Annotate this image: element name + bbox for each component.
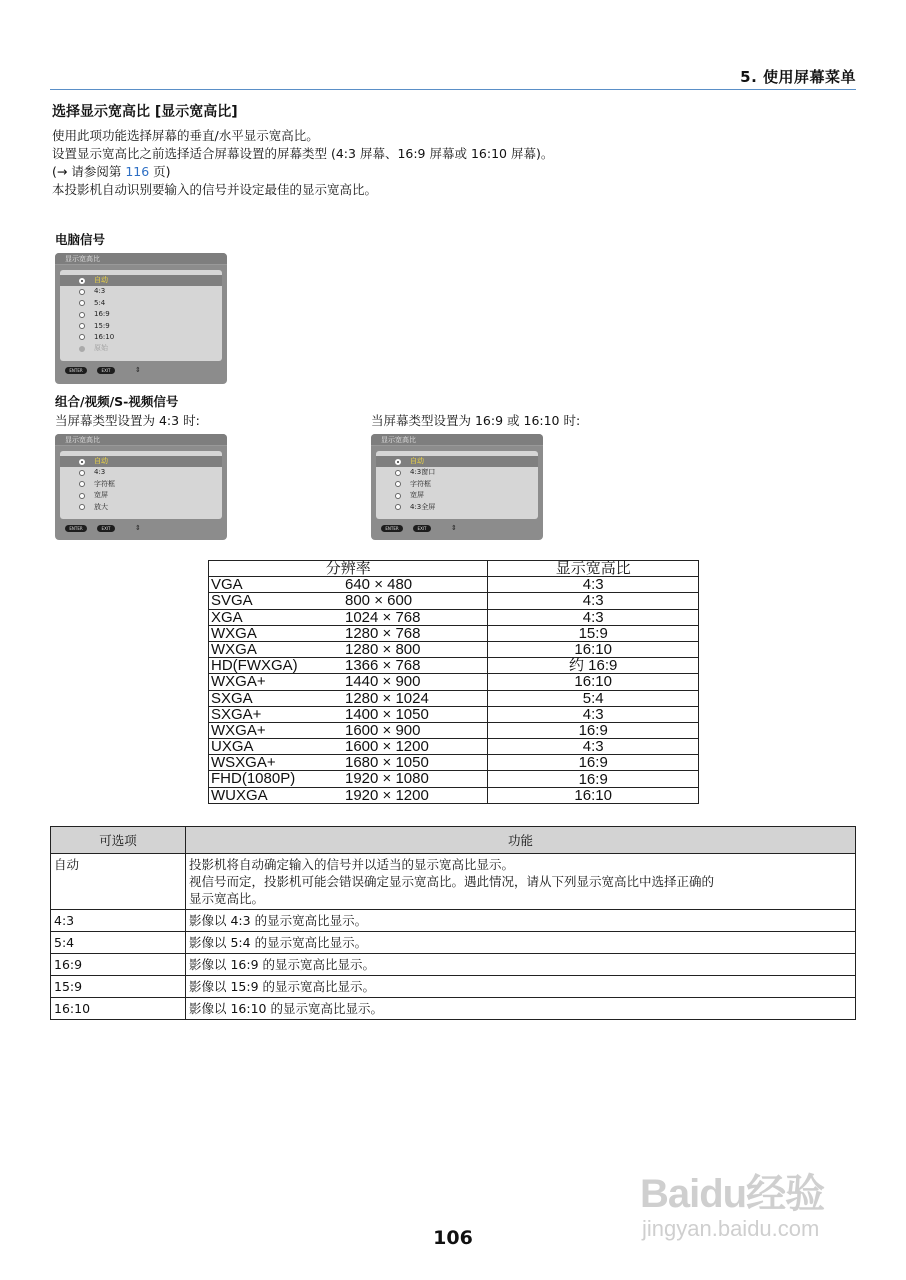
- table-header-row: [209, 561, 699, 577]
- table-row: [51, 932, 856, 954]
- table-row: [209, 593, 699, 609]
- function-line: 投影机将自动确定输入的信号并以适当的显示宽高比显示。: [189, 857, 515, 872]
- intro-line-3: [52, 163, 553, 181]
- table-row: [209, 609, 699, 625]
- intro-line-4: 本投影机自动识别要输入的信号并设定最佳的显示宽高比。: [52, 182, 378, 197]
- ref-suffix: 页): [149, 164, 171, 179]
- aspect-ratio-cell: 16:10: [488, 641, 699, 657]
- osd-menu-16-9: [371, 434, 543, 540]
- osd-option-letterbox[interactable]: 字符框: [376, 479, 538, 490]
- option-cell: 16:10: [51, 998, 186, 1020]
- aspect-ratio-cell: 15:9: [488, 625, 699, 641]
- osd-options-panel: [376, 451, 538, 519]
- function-line: 影像以 4:3 的显示宽高比显示。: [189, 913, 368, 928]
- signal-name: UXGA: [211, 738, 254, 756]
- table-header-row: [51, 827, 856, 854]
- function-line: 影像以 15:9 的显示宽高比显示。: [189, 979, 376, 994]
- resolution-cell: [209, 625, 488, 641]
- resolution-value: 1600 × 900: [345, 721, 421, 739]
- aspect-ratio-cell: 约 16:9: [488, 658, 699, 674]
- video-signal-label: 组合/视频/S-视频信号: [55, 394, 179, 409]
- table-row: [209, 625, 699, 641]
- enter-button-icon: ENTER: [65, 525, 87, 532]
- table-row: [209, 690, 699, 706]
- table-row: [209, 771, 699, 787]
- table-row: [51, 854, 856, 910]
- option-cell: 4:3: [51, 910, 186, 932]
- resolution-cell: [209, 787, 488, 803]
- caption-16-9-screen: 当屏幕类型设置为 16:9 或 16:10 时:: [371, 413, 581, 428]
- enter-button-icon: ENTER: [381, 525, 403, 532]
- header-option: 可选项: [51, 827, 186, 854]
- function-cell: [186, 854, 856, 910]
- osd-option-zoom[interactable]: 放大: [60, 502, 222, 513]
- enter-button-icon: ENTER: [65, 367, 87, 374]
- signal-name: SXGA: [211, 689, 253, 707]
- exit-button-icon: EXIT: [413, 525, 431, 532]
- radio-icon: [79, 493, 85, 499]
- resolution-value: 1024 × 768: [345, 608, 421, 626]
- signal-name: WXGA: [211, 624, 257, 642]
- watermark-url: jingyan.baidu.com: [642, 1216, 820, 1241]
- ref-prefix: (→ 请参阅第: [52, 164, 126, 179]
- osd-footer: [55, 361, 227, 381]
- exit-button-icon: EXIT: [97, 367, 115, 374]
- radio-icon: [79, 289, 85, 295]
- radio-icon: [79, 312, 85, 318]
- signal-name: XGA: [211, 608, 243, 626]
- radio-icon: [79, 278, 85, 284]
- up-down-arrows-icon: ⇕: [135, 365, 141, 374]
- aspect-ratio-cell: 16:9: [488, 771, 699, 787]
- page-ref-link[interactable]: 116: [125, 164, 150, 179]
- resolution-cell: [209, 755, 488, 771]
- radio-icon: [395, 504, 401, 510]
- radio-icon: [79, 300, 85, 306]
- resolution-cell: [209, 706, 488, 722]
- radio-icon: [79, 459, 85, 465]
- resolution-cell: [209, 577, 488, 593]
- table-row: [209, 755, 699, 771]
- table-row: [209, 706, 699, 722]
- resolution-cell: [209, 593, 488, 609]
- osd-option-auto[interactable]: 自动: [60, 275, 222, 286]
- resolution-cell: [209, 739, 488, 755]
- osd-option-auto[interactable]: 自动: [60, 456, 222, 467]
- baidu-watermark: [640, 1140, 856, 1250]
- option-cell: 15:9: [51, 976, 186, 998]
- chapter-heading: 5. 使用屏幕菜单: [740, 68, 856, 86]
- resolution-table-body: [209, 577, 699, 804]
- osd-option-4-3[interactable]: 4:3: [60, 467, 222, 478]
- table-row: [51, 910, 856, 932]
- radio-icon: [395, 470, 401, 476]
- osd-option-4-3-fill[interactable]: 4:3全屏: [376, 502, 538, 513]
- intro-line-2: 设置显示宽高比之前选择适合屏幕设置的屏幕类型 (4:3 屏幕、16:9 屏幕或 16:10 屏幕)。: [52, 146, 554, 161]
- section-title: 选择显示宽高比 [显示宽高比]: [52, 104, 238, 120]
- osd-option-letterbox[interactable]: 字符框: [60, 479, 222, 490]
- aspect-ratio-cell: 16:10: [488, 674, 699, 690]
- signal-name: FHD(1080P): [211, 770, 296, 788]
- resolution-value: 1366 × 768: [345, 657, 421, 675]
- radio-icon: [395, 493, 401, 499]
- function-cell: [186, 976, 856, 998]
- resolution-cell: [209, 674, 488, 690]
- page-number: 106: [433, 1227, 473, 1249]
- radio-icon: [79, 334, 85, 340]
- exit-button-icon: EXIT: [97, 525, 115, 532]
- intro-line-1: 使用此项功能选择屏幕的垂直/水平显示宽高比。: [52, 128, 319, 143]
- aspect-ratio-cell: 4:3: [488, 609, 699, 625]
- osd-menu-title: 显示宽高比: [55, 253, 227, 265]
- osd-menu-title: 显示宽高比: [371, 434, 543, 446]
- table-row: [209, 577, 699, 593]
- resolution-cell: [209, 690, 488, 706]
- osd-option-15-9[interactable]: 15:9: [60, 321, 222, 332]
- aspect-ratio-cell: 4:3: [488, 706, 699, 722]
- radio-icon: [79, 504, 85, 510]
- resolution-value: 800 × 600: [345, 592, 413, 610]
- signal-name: SXGA+: [211, 705, 262, 723]
- radio-icon: [79, 470, 85, 476]
- aspect-ratio-cell: 4:3: [488, 577, 699, 593]
- function-line: 显示宽高比。: [189, 891, 265, 906]
- osd-option-4-3[interactable]: 4:3: [60, 286, 222, 297]
- table-row: [209, 674, 699, 690]
- header-rule: [50, 89, 856, 90]
- table-row: [51, 976, 856, 998]
- table-row: [209, 787, 699, 803]
- table-row: [51, 954, 856, 976]
- signal-name: WUXGA: [211, 786, 268, 804]
- table-row: [209, 722, 699, 738]
- watermark-logo: Baidu经验: [640, 1172, 825, 1216]
- osd-footer: [55, 519, 227, 539]
- function-line: 影像以 16:9 的显示宽高比显示。: [189, 957, 376, 972]
- resolution-table: [208, 560, 699, 804]
- resolution-cell: [209, 771, 488, 787]
- resolution-value: 1280 × 1024: [345, 689, 429, 707]
- radio-icon: [395, 459, 401, 465]
- osd-option-wide[interactable]: 宽屏: [376, 490, 538, 501]
- resolution-value: 640 × 480: [345, 576, 413, 594]
- function-line: 视信号而定，投影机可能会错误确定显示宽高比。遇此情况，请从下列显示宽高比中选择正确的: [189, 874, 715, 889]
- aspect-ratio-cell: 4:3: [488, 593, 699, 609]
- resolution-cell: [209, 722, 488, 738]
- osd-option-auto[interactable]: 自动: [376, 456, 538, 467]
- resolution-value: 1280 × 768: [345, 624, 421, 642]
- osd-options-panel: [60, 451, 222, 519]
- aspect-ratio-cell: 16:9: [488, 755, 699, 771]
- table-row: [209, 641, 699, 657]
- up-down-arrows-icon: ⇕: [135, 523, 141, 532]
- function-cell: [186, 932, 856, 954]
- osd-menu-title: 显示宽高比: [55, 434, 227, 446]
- osd-options-panel: [60, 270, 222, 361]
- option-cell: 自动: [51, 854, 186, 910]
- signal-name: WXGA+: [211, 673, 266, 691]
- osd-option-native: 原始: [60, 343, 222, 354]
- table-row: [209, 739, 699, 755]
- resolution-cell: [209, 658, 488, 674]
- function-cell: [186, 954, 856, 976]
- osd-footer: [371, 519, 543, 539]
- aspect-ratio-cell: 16:10: [488, 787, 699, 803]
- osd-option-4-3-window[interactable]: 4:3窗口: [376, 467, 538, 478]
- signal-name: WSXGA+: [211, 754, 276, 772]
- osd-option-16-9[interactable]: 16:9: [60, 309, 222, 320]
- aspect-ratio-cell: 5:4: [488, 690, 699, 706]
- up-down-arrows-icon: ⇕: [451, 523, 457, 532]
- resolution-value: 1600 × 1200: [345, 738, 429, 756]
- option-cell: 16:9: [51, 954, 186, 976]
- table-row: [209, 658, 699, 674]
- intro-text: [52, 127, 553, 199]
- aspect-ratio-cell: 4:3: [488, 739, 699, 755]
- resolution-cell: [209, 641, 488, 657]
- osd-option-5-4[interactable]: 5:4: [60, 298, 222, 309]
- radio-icon: [79, 346, 85, 352]
- function-cell: [186, 910, 856, 932]
- signal-name: VGA: [211, 576, 243, 594]
- signal-name: HD(FWXGA): [211, 657, 298, 675]
- signal-name: WXGA+: [211, 721, 266, 739]
- osd-menu-4-3: [55, 434, 227, 540]
- radio-icon: [395, 481, 401, 487]
- aspect-ratio-cell: 16:9: [488, 722, 699, 738]
- osd-option-16-10[interactable]: 16:10: [60, 332, 222, 343]
- radio-icon: [79, 323, 85, 329]
- function-line: 影像以 5:4 的显示宽高比显示。: [189, 935, 368, 950]
- function-line: 影像以 16:10 的显示宽高比显示。: [189, 1001, 383, 1016]
- resolution-value: 1920 × 1080: [345, 770, 429, 788]
- header-function: 功能: [186, 827, 856, 854]
- resolution-value: 1680 × 1050: [345, 754, 429, 772]
- pc-signal-label: 电脑信号: [55, 232, 106, 247]
- header-aspect-ratio: 显示宽高比: [488, 561, 699, 577]
- osd-option-wide[interactable]: 宽屏: [60, 490, 222, 501]
- resolution-value: 1400 × 1050: [345, 705, 429, 723]
- table-row: [51, 998, 856, 1020]
- radio-icon: [79, 481, 85, 487]
- options-table-body: [51, 854, 856, 1020]
- signal-name: SVGA: [211, 592, 253, 610]
- resolution-value: 1440 × 900: [345, 673, 421, 691]
- option-cell: 5:4: [51, 932, 186, 954]
- function-cell: [186, 998, 856, 1020]
- resolution-value: 1280 × 800: [345, 640, 421, 658]
- signal-name: WXGA: [211, 640, 257, 658]
- resolution-value: 1920 × 1200: [345, 786, 429, 804]
- header-resolution: 分辨率: [209, 561, 488, 577]
- options-table: [50, 826, 856, 1020]
- caption-4-3-screen: 当屏幕类型设置为 4:3 时:: [55, 413, 200, 428]
- osd-menu-pc: [55, 253, 227, 384]
- resolution-cell: [209, 609, 488, 625]
